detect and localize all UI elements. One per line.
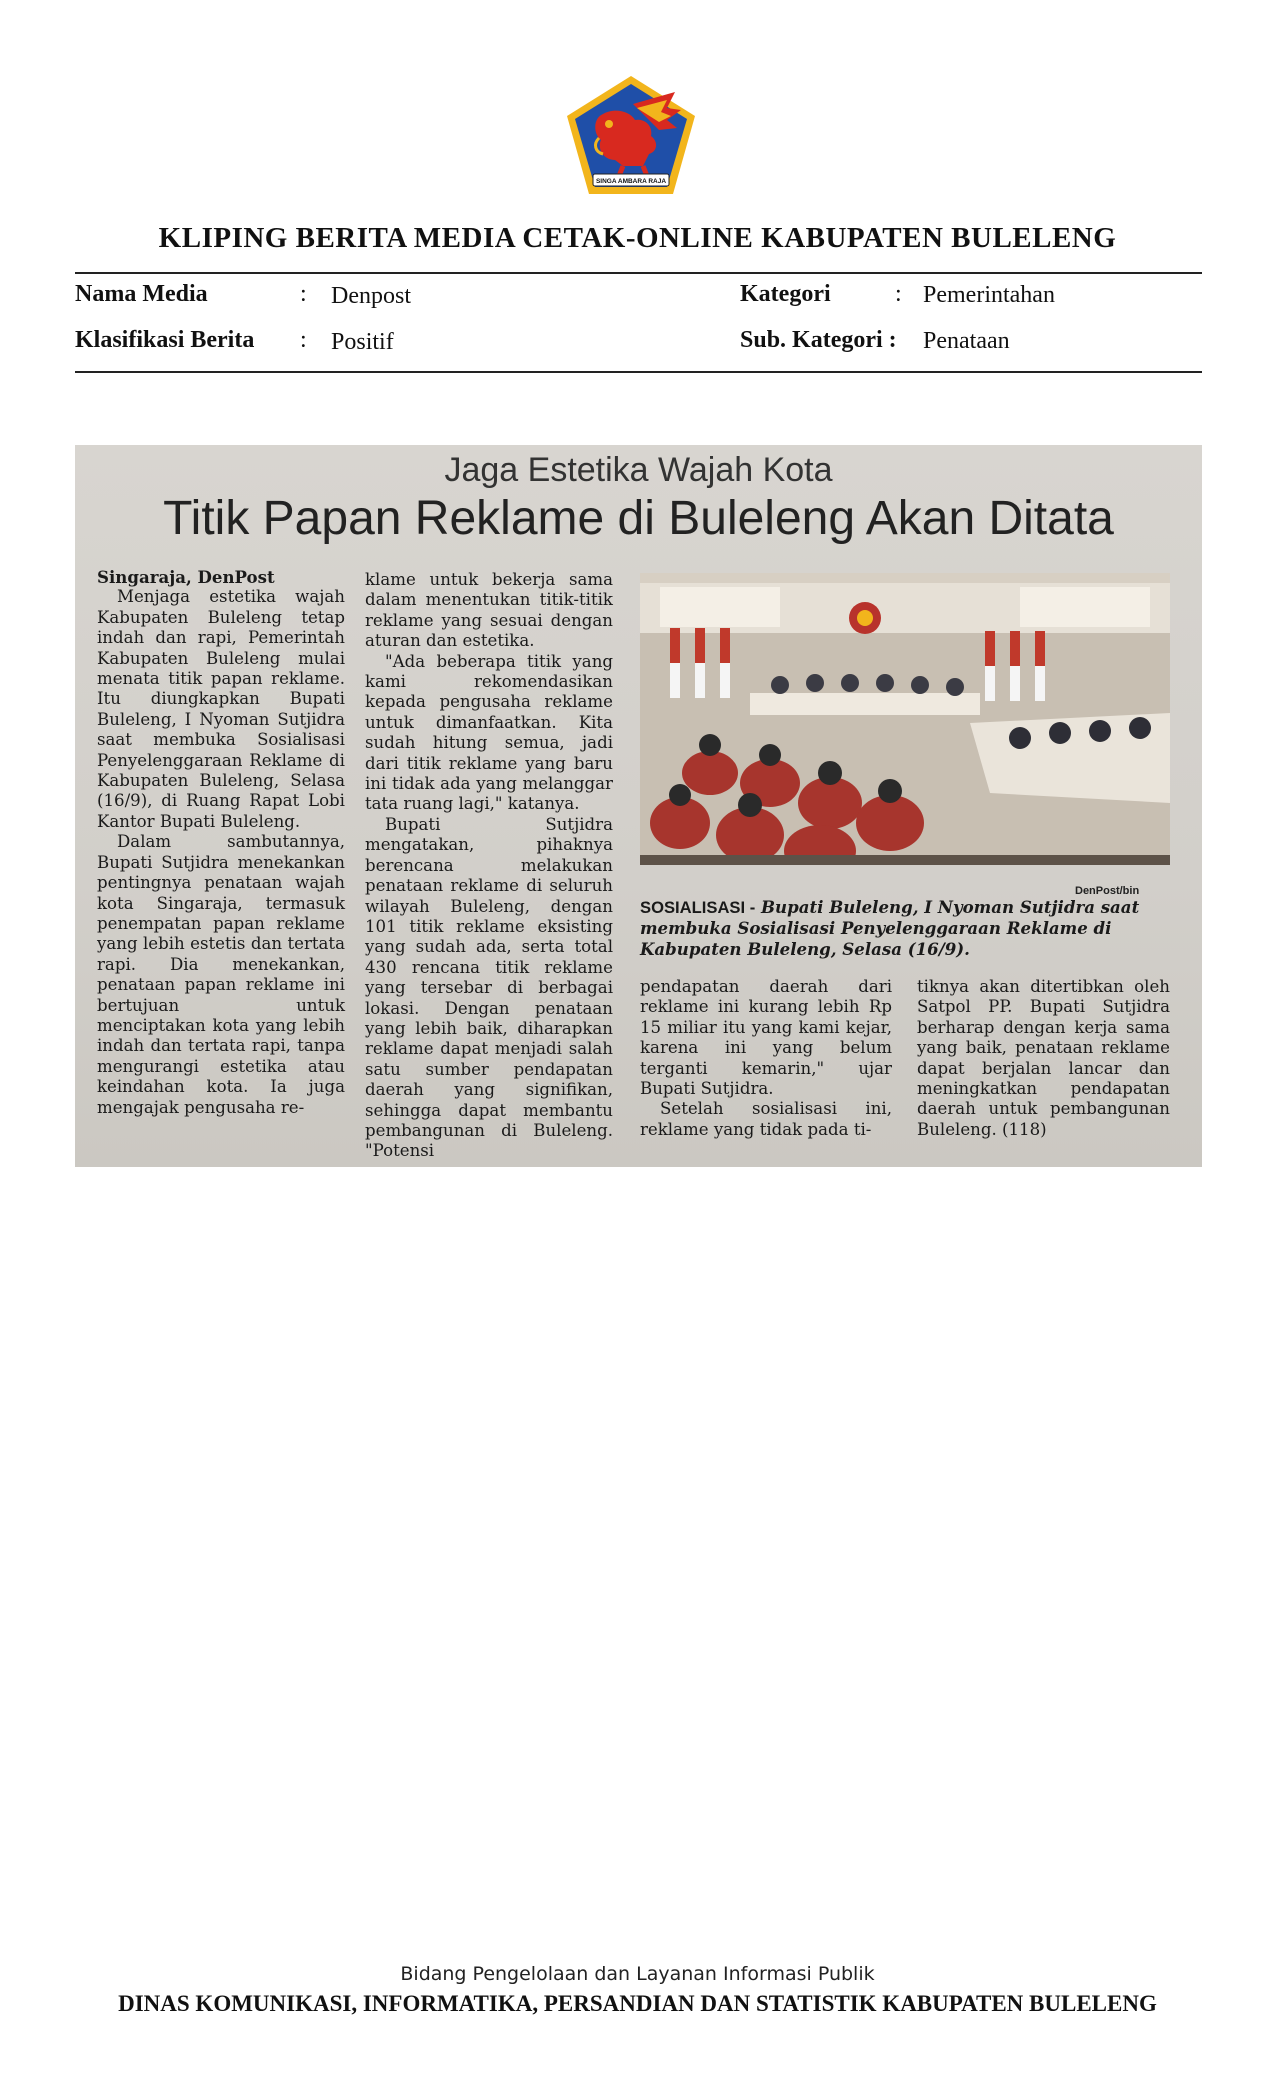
klasifikasi-berita-value: Positif — [331, 329, 394, 355]
article-column-1 — [97, 567, 345, 1118]
kategori-colon: : — [895, 281, 902, 307]
kategori-value: Pemerintahan — [923, 282, 1055, 308]
article-paragraph: "Ada beberapa titik yang kami rekomendasikan kepada pengusaha reklame untuk dimanfaatkan. Kita sudah hitung semua, jadi dari titik reklame yang baru ini tidak ada yang melanggar tata ruang lagi," katanya. — [365, 651, 613, 814]
article-dateline: Singaraja, DenPost — [97, 567, 275, 587]
newspaper-clipping — [75, 445, 1202, 1167]
article-paragraph: Menjaga estetika wajah Kabupaten Buleleng tetap indah dan rapi, Pemerintah Kabupaten Buleleng mulai menata titik papan reklame. Itu diungkapkan Bupati Buleleng, I Nyoman Sutjidra saat membuka Sosialisasi Penyelenggaraan Reklame di Kabupaten Buleleng, Selasa (16/9), di Ruang Rapat Lobi Kantor Bupati Buleleng. — [97, 587, 345, 831]
article-paragraph: Dalam sambutannya, Bupati Sutjidra menekankan pentingnya penataan wajah kota Singaraja, termasuk penempatan papan reklame yang lebih estetis dan tertata rapi. Dia menekankan, penataan papan reklame ini bertujuan untuk menciptakan kota yang lebih indah dan tertata rapi, tanpa mengurangi estetika atau keindahan kota. Ia juga mengajak pengusaha re- — [97, 832, 345, 1117]
nama-media-value: Denpost — [331, 283, 411, 309]
header-divider-top — [75, 272, 1202, 274]
article-column-4 — [917, 977, 1170, 1140]
logo-motto-text: SINGA AMBARA RAJA — [595, 178, 667, 185]
article-paragraph: pendapatan daerah dari reklame ini kurang lebih Rp 15 miliar itu yang kami kejar, karena ini yang belum terganti kemarin," ujar Bupati Sutjidra. — [640, 977, 892, 1099]
caption-lead: SOSIALISASI - — [640, 898, 756, 917]
article-photo — [640, 573, 1170, 865]
article-paragraph: Bupati Sutjidra mengatakan, pihaknya berencana melakukan penataan reklame di seluruh wilayah Buleleng, dengan 101 titik reklame eksisting yang sudah ada, serta total 430 rencana titik reklame yang tersebar di berbagai lokasi. Dengan penataan yang lebih baik, diharapkan reklame dapat menjadi salah satu sumber pendapatan daerah yang signifikan, sehingga dapat membantu pembangunan di Buleleng. "Potensi — [365, 814, 613, 1161]
page-title: KLIPING BERITA MEDIA CETAK-ONLINE KABUPATEN BULELENG — [158, 222, 1117, 254]
photo-caption — [640, 897, 1170, 960]
footer-agency: DINAS KOMUNIKASI, INFORMATIKA, PERSANDIAN DAN STATISTIK KABUPATEN BULELENG — [118, 1991, 1157, 2016]
footer-department: Bidang Pengelolaan dan Layanan Informasi Publik — [400, 1963, 875, 1985]
kategori-label: Kategori — [740, 281, 831, 307]
article-paragraph: Setelah sosialisasi ini, reklame yang tidak pada ti- — [640, 1099, 892, 1139]
article-paragraph: klame untuk bekerja sama dalam menentukan titik-titik reklame yang sesuai dengan aturan dan estetika. — [365, 570, 613, 651]
caption-text: Bupati Buleleng, I Nyoman Sutjidra saat membuka Sosialisasi Penyelenggaraan Reklame di Kabupaten Buleleng, Selasa (16/9). — [640, 897, 1140, 959]
klasifikasi-berita-label: Klasifikasi Berita — [75, 327, 255, 353]
article-headline: Titik Papan Reklame di Buleleng Akan Ditata — [163, 492, 1114, 545]
photo-credit: DenPost/bin — [1075, 885, 1140, 897]
article-column-2 — [365, 570, 613, 1162]
sub-kategori-value: Penataan — [923, 328, 1010, 354]
sub-kategori-label: Sub. Kategori : — [740, 327, 897, 353]
article-column-3 — [640, 977, 892, 1140]
nama-media-label: Nama Media — [75, 281, 208, 307]
klasifikasi-berita-colon: : — [300, 327, 307, 353]
buleleng-emblem-logo — [563, 74, 699, 198]
header-divider-bottom — [75, 371, 1202, 373]
nama-media-colon: : — [300, 281, 307, 307]
article-kicker: Jaga Estetika Wajah Kota — [444, 451, 833, 489]
article-paragraph: tiknya akan ditertibkan oleh Satpol PP. Bupati Sutjidra berharap dengan kerja sama yang baik, penataan reklame dapat berjalan lancar dan meningkatkan pendapatan daerah untuk pembangunan Buleleng. (118) — [917, 977, 1170, 1139]
